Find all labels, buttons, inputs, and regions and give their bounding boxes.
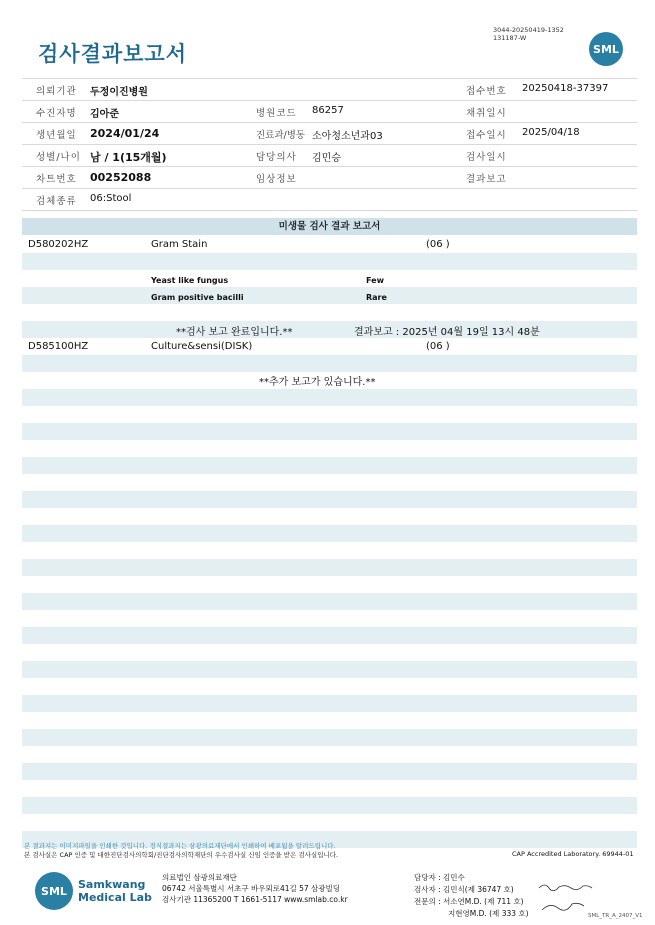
report-title: 검사결과보고서: [38, 42, 188, 66]
test-name: Gram Stain: [151, 239, 208, 250]
stripe-row: [22, 457, 637, 474]
form-code: SML_TR_A_2407_V1: [588, 913, 643, 919]
address-line1: 의료법인 삼광의료재단: [162, 873, 237, 882]
clinical-label: 임상정보: [256, 174, 297, 185]
receipt-date-label: 접수일시: [466, 130, 507, 141]
report-complete-message: **검사 보고 완료입니다.**: [176, 327, 293, 338]
patient-value: 김아준: [90, 109, 119, 120]
test-date-label: 검사일시: [466, 152, 507, 163]
test-code: D585100HZ: [28, 341, 89, 352]
stripe-row: [22, 797, 637, 814]
staff-line2: 검사자 : 김민식(제 36747 호): [414, 885, 514, 894]
document-id-line2: 131187-W: [493, 34, 527, 42]
stripe-row: [22, 627, 637, 644]
footer-staff: [414, 872, 529, 920]
patient-info-table: [22, 78, 637, 211]
document-id-line1: 3044-20250419-1352: [493, 26, 564, 34]
footer-address: [162, 872, 348, 905]
hospital-value: 두정이진병원: [90, 87, 148, 98]
birth-label: 생년월일: [36, 130, 77, 141]
sml-logo-mark: [35, 872, 73, 910]
info-row: [22, 101, 637, 123]
info-row: [22, 123, 637, 145]
specimen-code: (06 ): [426, 341, 450, 352]
finding-name: Gram positive bacilli: [151, 293, 244, 302]
receipt-no-label: 접수번호: [466, 86, 507, 97]
info-row: [22, 167, 637, 189]
specimen-code: (06 ): [426, 239, 450, 250]
report-complete-time: 결과보고 : 2025년 04월 19일 13시 48분: [354, 327, 540, 338]
info-row: [22, 78, 637, 101]
info-row: [22, 145, 637, 167]
accreditation-notice: 본 검사실은 CAP 인증 및 대한진단검사의학회/진단검사의학재단의 우수검사실 신임 인증을 받은 검사실입니다.: [24, 851, 339, 859]
hospital-code-value: 86257: [312, 105, 344, 116]
footer-logo: [35, 872, 73, 910]
stripe-row: [22, 559, 637, 576]
stripe-row: [22, 389, 637, 406]
brand-line2: Medical Lab: [78, 891, 152, 904]
doctor-label: 담당의사: [256, 152, 297, 163]
hospital-code-label: 병원코드: [256, 108, 297, 119]
finding-name: Yeast like fungus: [151, 276, 229, 285]
stripe-row: [22, 729, 637, 746]
specimen-value: 06:Stool: [90, 193, 132, 204]
sex-age-value: 남 / 1(15개월): [90, 151, 167, 164]
dept-label: 진료과/병동: [256, 130, 306, 141]
test-code: D580202HZ: [28, 239, 89, 250]
stripe-row: [22, 491, 637, 508]
footer-logo-text: SML: [41, 884, 67, 898]
staff-line1: 담당자 : 김민수: [414, 873, 465, 882]
report-label: 결과보고: [466, 174, 507, 185]
sml-logo-text: SML: [593, 42, 619, 56]
stripe-row: [22, 321, 637, 338]
patient-label: 수진자명: [36, 108, 77, 119]
chart-value: 00252088: [90, 171, 152, 184]
finding-value: Few: [366, 276, 384, 285]
stripe-row: [22, 695, 637, 712]
brand-line1: Samkwang: [78, 878, 146, 891]
address-line3: 검사기관 11365200 T 1661-5117 www.smlab.co.kr: [162, 895, 348, 904]
sex-age-label: 성별/나이: [36, 152, 81, 163]
doctor-value: 김민승: [312, 153, 341, 164]
footer-brand: [78, 878, 152, 904]
image-notice: 본 결과지는 이미지파일을 인쇄한 것입니다. 정식결과지는 삼광의료재단에서 인쇄하여 배포됨을 알려드립니다.: [24, 842, 336, 850]
staff-line3: 전문의 : 서소연M.D. (제 711 호): [414, 897, 524, 906]
stripe-row: [22, 423, 637, 440]
specimen-label: 검체종류: [36, 196, 77, 207]
chart-label: 차트번호: [36, 174, 77, 185]
stripe-row: [22, 253, 637, 270]
section-header: 미생물 검사 결과 보고서: [22, 218, 637, 235]
stripe-row: [22, 593, 637, 610]
signature-icon: [536, 880, 596, 914]
address-line2: 06742 서울특별시 서초구 바우뫼로41길 57 삼광빌딩: [162, 884, 341, 893]
dept-value: 소아청소년과03: [312, 131, 383, 142]
birth-value: 2024/01/24: [90, 127, 160, 140]
stripe-row: [22, 287, 637, 304]
receipt-no-value: 20250418-37397: [522, 83, 609, 94]
stripe-row: [22, 661, 637, 678]
document-id: [493, 26, 564, 42]
stripe-row: [22, 525, 637, 542]
test-name: Culture&sensi(DISK): [151, 341, 253, 352]
staff-line4: 지현영M.D. (제 333 호): [448, 909, 529, 918]
finding-value: Rare: [366, 293, 387, 302]
stripe-row: [22, 763, 637, 780]
sml-logo: [589, 32, 623, 66]
info-row: [22, 189, 637, 211]
hospital-label: 의뢰기관: [36, 86, 77, 97]
receipt-date-value: 2025/04/18: [522, 127, 580, 138]
cap-accreditation: CAP Accredited Laboratory. 69944-01: [512, 850, 634, 858]
additional-report-message: **추가 보고가 있습니다.**: [259, 377, 376, 388]
stripe-row: [22, 355, 637, 372]
collect-date-label: 채취일시: [466, 108, 507, 119]
